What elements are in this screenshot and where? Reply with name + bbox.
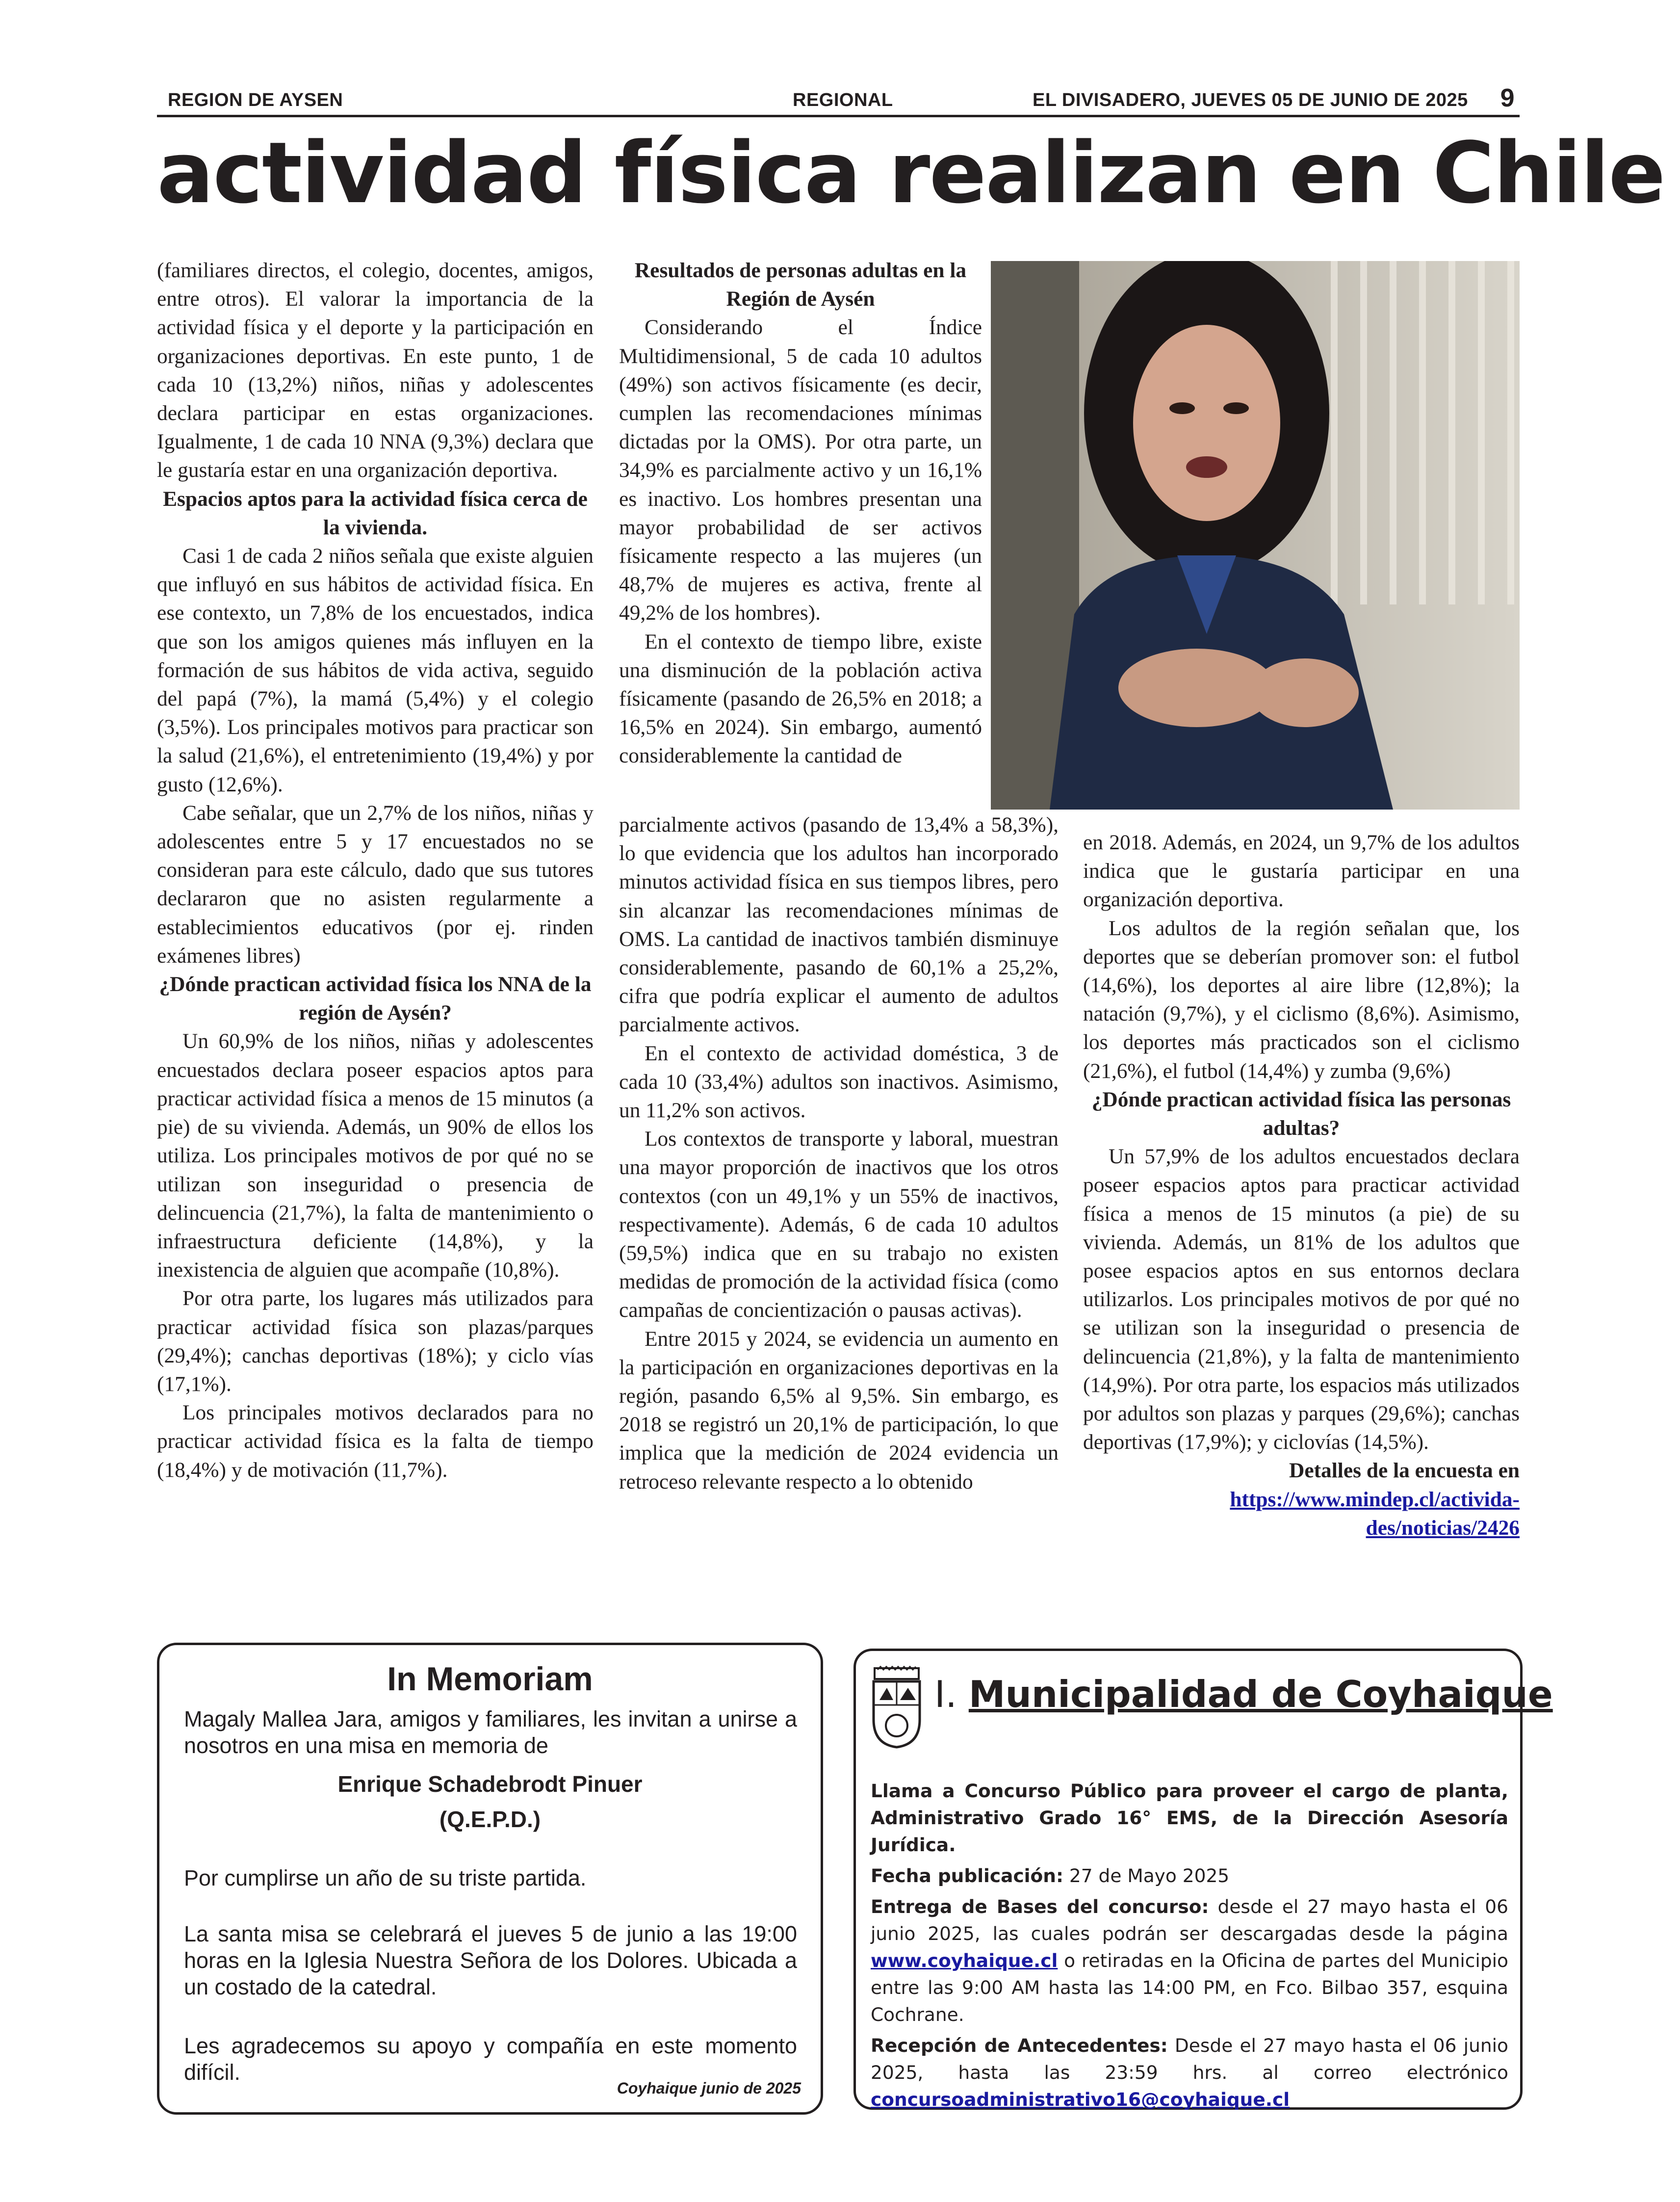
notice-body	[871, 1778, 1508, 2117]
paragraph: Los principales motivos declarados para no practicar actividad física es la falta de tiempo (18,4%) y de motivación (11,7%).	[157, 1401, 594, 1482]
section-center-label: REGIONAL	[793, 90, 893, 110]
recep-text: Desde el 27 mayo hasta el 06 junio 2025, hasta las 23:59 hrs. al correo electrónico	[871, 2035, 1508, 2083]
survey-link[interactable]	[1083, 1485, 1520, 1542]
publication-date	[871, 1862, 1508, 1889]
paragraph: En el contexto de tiempo libre, existe una disminución de la población activa físicamente (pasando de 26,5% en 2018; a 16,5% en 2024). Sin embargo, aumentó considerablemente la cantidad de	[619, 629, 982, 768]
bases-text: desde el 27 mayo hasta el 06 junio 2025, las cuales podrán ser descargadas desde la página	[871, 1896, 1508, 1944]
paragraph: Un 60,9% de los niños, niñas y adolescentes encuestados declara poseer espacios aptos para practicar actividad física a menos de 15 minutos (a pie) de su vivienda. Además, un 90% de ellos los utiliza. Los principales motivos de por qué no se utilizan son inseguridad o presencia de delincuencia (21,7%), la falta de mantenimiento o infraestructura deficiente (14,8%), y la inexistencia de alguien que acompañe (10,8%).	[157, 1029, 594, 1282]
subheading: Espacios aptos para la actividad física cerca de la vivienda.	[163, 487, 588, 539]
recep-label: Recepción de Antecedentes:	[871, 2035, 1168, 2056]
reception-info	[871, 2032, 1508, 2113]
page-header	[157, 82, 1520, 117]
bases-text-2: o retiradas en la Oficina de partes del Municipio entre las 9:00 AM hasta las 14:00 PM, en Fco. Bilbao 357, esquina Cochrane.	[871, 1950, 1508, 2025]
paragraph: Cabe señalar, que un 2,7% de los niños, niñas y adolescentes entre 5 y 17 encuestados no se consideran para este cálculo, dado que sus tutores declararon que no asisten regularmente a establecimientos educativos (por ej. rinden exámenes libres)	[157, 801, 594, 968]
title-name: Municipalidad de Coyhaique	[968, 1673, 1553, 1716]
subheading: ¿Dónde practican actividad física las personas adultas?	[1091, 1087, 1511, 1140]
memoriam-intro: Magaly Mallea Jara, amigos y familiares, les invitan a unirse a nosotros en una misa en memoria de	[184, 1706, 797, 1758]
subheading: ¿Dónde practican actividad física los NNA de la región de Aysén?	[159, 972, 592, 1025]
article-column-2	[619, 256, 982, 770]
memoriam-qepd: (Q.E.P.D.)	[439, 1807, 541, 1832]
paragraph: Casi 1 de cada 2 niños señala que existe alguien que influyó en sus hábitos de actividad física. En ese contexto, un 7,8% de los encuestados, indica que son los amigos quienes más influyen en la formación de sus hábitos de vida activa, seguido del papá (7%), la mamá (5,4%) y el colegio (3,5%). Los principales motivos para practicar son la salud (21,6%), el entretenimiento (19,4%) y por gusto (12,6%).	[157, 544, 594, 796]
article-column-2-lower	[619, 811, 1059, 1496]
paragraph: (familiares directos, el colegio, docentes, amigos, entre otros). El valorar la importancia de la actividad física y el deporte y la participación en organizaciones deportivas. En este punto, 1 de cada 10 (13,2%) niños, niñas y adolescentes declara participar en estas organizaciones. Igualmente, 1 de cada 10 NNA (9,3%) declara que le gustaría estar en una organización deportiva.	[157, 259, 594, 482]
survey-link-part-1[interactable]: https://www.mindep.cl/activida-	[1230, 1487, 1520, 1511]
municipalidad-notice-box	[853, 1649, 1553, 2110]
paragraph: En el contexto de actividad doméstica, 3 de cada 10 (33,4%) adultos son inactivos. Asimismo, un 11,2% son activos.	[619, 1041, 1059, 1123]
subheading: Resultados de personas adultas en la Región de Aysén	[634, 259, 967, 311]
memoriam-name: Enrique Schadebrodt Pinuer	[337, 1771, 643, 1797]
paragraph: Entre 2015 y 2024, se evidencia un aumento en la participación en organizaciones deportivas en la región, pasando 6,5% al 9,5%. Sin embargo, es 2018 se registró un 20,1% de participación, lo que implica que la medición de 2024 evidencia un retroceso relevante respecto a lo obtenido	[619, 1327, 1059, 1494]
website-link[interactable]: www.coyhaique.cl	[871, 1950, 1058, 1971]
paragraph: Considerando el Índice Multidimensional, 5 de cada 10 adultos (49%) son activos físicamente (es decir, cumplen las recomendaciones mínimas dictadas por la OMS). Por otra parte, un 34,9% es parcialmente activo y un 16,1% es inactivo. Los hombres presentan una mayor probabilidad de ser activos físicamente respecto a las mujeres (un 48,7% de mujeres es activa, frente al 49,2% de los hombres).	[619, 315, 982, 625]
article-column-3	[1083, 828, 1520, 1542]
article-photo	[991, 261, 1520, 810]
headline: actividad física realizan en Chile	[157, 124, 1665, 222]
memoriam-title: In Memoriam	[387, 1660, 593, 1698]
pub-value: 27 de Mayo 2025	[1069, 1865, 1230, 1887]
paragraph: Los adultos de la región señalan que, los deportes que se deberían promover son: el futbol (14,6%), los deportes al aire libre (12,8%); la natación (9,7%), y el ciclismo (8,6%). Asimismo, los deportes más practicados son el ciclismo (21,6%), el futbol (14,4%) y zumba (9,6%)	[1083, 916, 1520, 1083]
municipalidad-title	[934, 1673, 1553, 1716]
memoriam-footer: Coyhaique junio de 2025	[617, 2079, 801, 2097]
survey-link-part-2[interactable]: des/noticias/2426	[1366, 1516, 1520, 1540]
memoriam-line-1: Por cumplirse un año de su triste partida.	[184, 1865, 587, 1890]
title-prefix: I.	[934, 1673, 957, 1716]
memoriam-line-3: Les agradecemos su apoyo y compañía en este momento difícil.	[184, 2033, 797, 2085]
section-label: REGION DE AYSEN	[168, 90, 343, 110]
pub-label: Fecha publicación:	[871, 1865, 1063, 1887]
article-column-1	[157, 256, 594, 1484]
bases-info	[871, 1893, 1508, 2028]
paragraph: Por otra parte, los lugares más utilizados para practicar actividad física son plazas/parques (29,4%); canchas deportivas (18%); y ciclo vías (17,1%).	[157, 1286, 594, 1396]
email-link[interactable]: concursoadministrativo16@coyhaique.cl	[871, 2089, 1290, 2110]
paper-date: EL DIVISADERO, JUEVES 05 DE JUNIO DE 2025	[1033, 90, 1468, 110]
paragraph: Un 57,9% de los adultos encuestados declara poseer espacios aptos para practicar actividad física a menos de 15 minutos (a pie) de su vivienda. Además, un 81% de los adultos que posee espacios aptos en sus entornos declara utilizarlos. Los principales motivos de por qué no se utilizan son la inseguridad o presencia de delincuencia (21,8%), y la falta de mantenimiento (14,9%). Por otra parte, los espacios más utilizados por adultos son plazas y parques (29,6%); canchas deportivas (17,9%); y ciclovías (14,5%).	[1083, 1145, 1520, 1454]
coat-of-arms-icon	[870, 1666, 924, 1749]
memoriam-line-2: La santa misa se celebrará el jueves 5 de junio a las 19:00 horas en la Iglesia Nuestra Señora de los Dolores. Ubicada a un costado de la catedral.	[184, 1921, 797, 1999]
call-text: Llama a Concurso Público para proveer el cargo de planta, Administrativo Grado 16° EMS, de la Dirección Asesoría Jurídica.	[871, 1780, 1508, 1856]
paragraph: Los contextos de transporte y laboral, muestran una mayor proporción de inactivos que los otros contextos (con un 49,1% y un 55% de inactivos, respectivamente). Además, 6 de cada 10 adultos (59,5%) indica que en su trabajo no existen medidas de promoción de la actividad física (como campañas de concientización o pausas activas).	[619, 1127, 1059, 1322]
page-number: 9	[1500, 84, 1515, 112]
woman-portrait-image	[991, 261, 1520, 810]
bases-label: Entrega de Bases del concurso:	[871, 1896, 1209, 1917]
in-memoriam-box	[157, 1643, 823, 2115]
details-label: Detalles de la encuesta en	[1289, 1459, 1520, 1483]
paragraph: parcialmente activos (pasando de 13,4% a 58,3%), lo que evidencia que los adultos han incorporado minutos actividad física en sus tiempos libres, pero sin alcanzar las recomendaciones mínimas de OMS. La cantidad de inactivos también disminuye considerablemente, pasando de 60,1% a 25,2%, cifra que podría explicar el aumento de adultos parcialmente activos.	[619, 813, 1059, 1037]
paragraph: en 2018. Además, en 2024, un 9,7% de los adultos indica que le gustaría participar en una organización deportiva.	[1083, 831, 1520, 912]
